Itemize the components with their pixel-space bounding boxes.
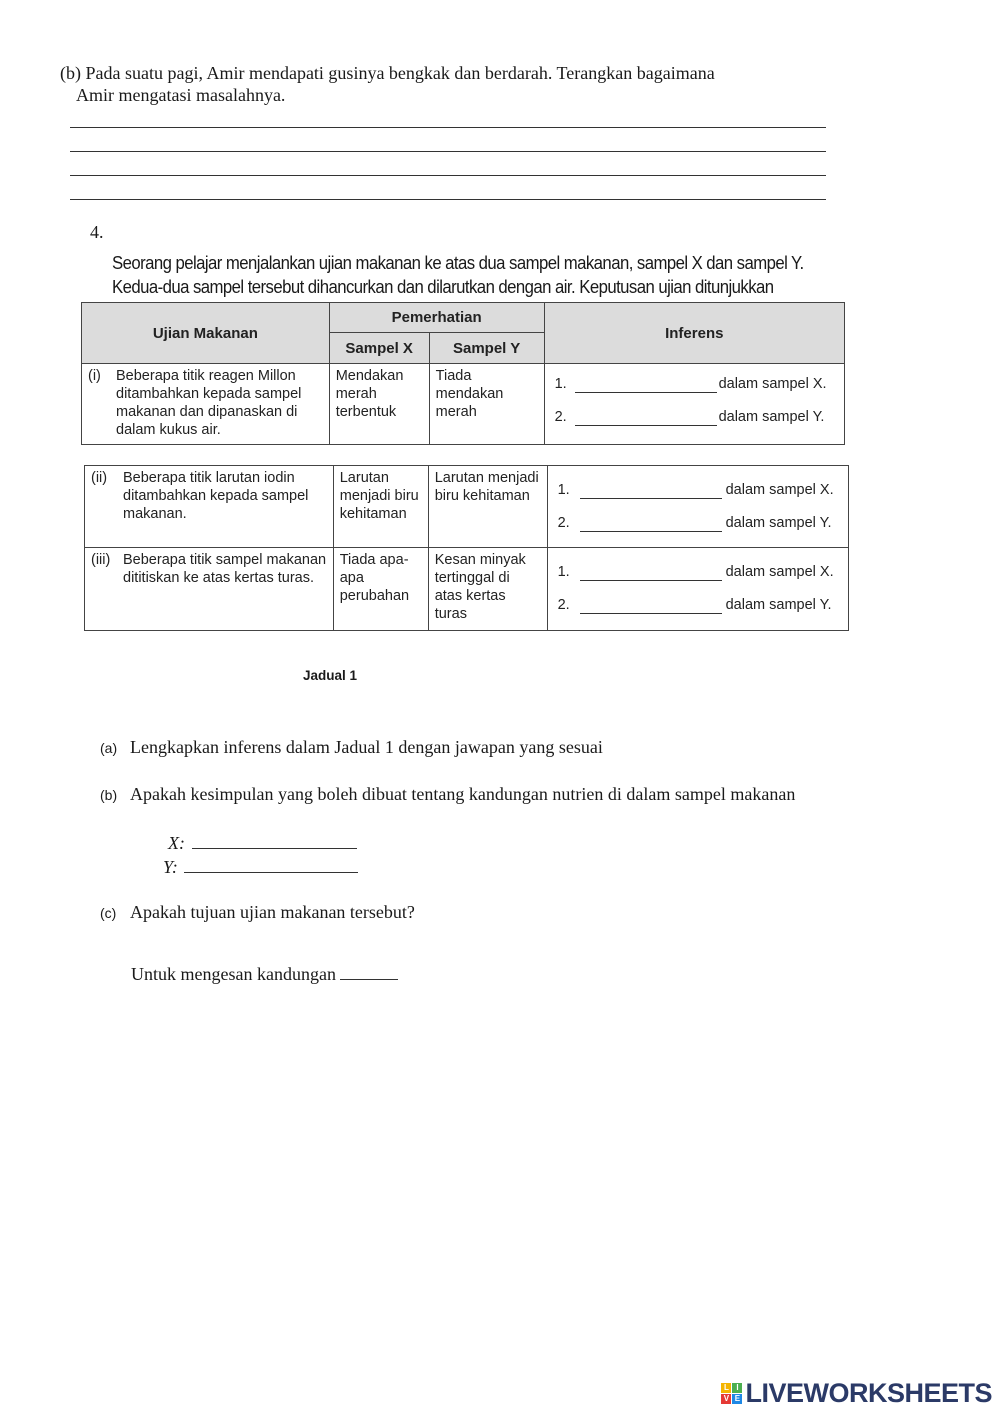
logo-mark-icon: [721, 1383, 742, 1404]
question-3b-line1: (b) Pada suatu pagi, Amir mendapati gusinya bengkak dan berdarah. Terangkan bagaimana: [60, 63, 715, 83]
subquestion-b: [100, 784, 795, 805]
logo-letter: L: [721, 1383, 731, 1393]
inference-blank-y[interactable]: [580, 613, 722, 614]
observation-y: Tiada mendakan merah: [435, 368, 504, 420]
row-number: (iii): [91, 552, 111, 568]
inference-suffix: dalam sampel Y.: [718, 409, 825, 425]
inference-number: 2.: [557, 597, 570, 613]
inference-cell: [547, 466, 848, 548]
row-number: (ii): [91, 470, 108, 486]
answer-y-label: Y:: [163, 857, 178, 877]
answer-x-blank[interactable]: [192, 832, 357, 849]
answer-line-2[interactable]: [70, 151, 826, 152]
table-caption: Jadual 1: [303, 668, 358, 683]
inference-blank-x[interactable]: [580, 580, 722, 581]
row-number: (i): [88, 368, 101, 384]
test-description: Beberapa titik sampel makanan dititiskan ke atas kertas turas.: [123, 552, 327, 586]
inference-number: 2.: [557, 515, 570, 531]
inference-suffix: dalam sampel Y.: [725, 597, 832, 613]
subquestion-c: [100, 902, 415, 923]
inference-blank-x[interactable]: [575, 392, 717, 393]
header-inference: Inferens: [544, 303, 844, 364]
observation-y: Kesan minyak tertinggal di atas kertas turas: [434, 552, 526, 622]
header-observation: Pemerhatian: [329, 303, 544, 333]
answer-x-row: [168, 832, 357, 854]
inference-number: 1.: [557, 564, 570, 580]
header-test: Ujian Makanan: [82, 303, 330, 364]
table-row: [85, 466, 849, 548]
food-test-table-part1: [81, 302, 845, 445]
subquestion-c-text: Apakah tujuan ujian makanan tersebut?: [130, 902, 415, 922]
answer-c-blank[interactable]: [340, 963, 398, 980]
logo-letter: V: [721, 1394, 731, 1404]
inference-cell: [547, 548, 848, 631]
subquestion-b-text: Apakah kesimpulan yang boleh dibuat tentang kandungan nutrien di dalam sampel makanan: [130, 784, 796, 804]
header-sample-x: Sampel X: [329, 333, 429, 364]
inference-blank-y[interactable]: [580, 531, 722, 532]
observation-y: Larutan menjadi biru kehitaman: [434, 470, 539, 504]
question-4-stem: Seorang pelajar menjalankan ujian makanan ke atas dua sampel makanan, sampel X dan sampel Y. Kedua-dua sampel tersebut dihancurkan dan dilarutkan dengan air. Keputusan ujian ditunjukkan: [112, 253, 804, 297]
inference-number: 1.: [554, 376, 567, 392]
question-3b: [60, 62, 860, 106]
answer-line-4[interactable]: [70, 199, 826, 200]
inference-suffix: dalam sampel Y.: [725, 515, 832, 531]
test-description: Beberapa titik reagen Millon ditambahkan kepada sampel makanan dan dipanaskan di dalam kukus air.: [116, 368, 302, 438]
logo-wordmark: LIVEWORKSHEETS: [745, 1378, 992, 1408]
inference-suffix: dalam sampel X.: [725, 482, 834, 498]
inference-number: 1.: [557, 482, 570, 498]
food-test-table-part2: [84, 465, 849, 631]
answer-y-row: [163, 856, 358, 878]
observation-x: Larutan menjadi biru kehitaman: [339, 470, 419, 522]
answer-c-row: [131, 963, 398, 985]
inference-cell: [544, 364, 844, 445]
subquestion-a-label: (a): [100, 740, 118, 756]
subquestion-a: [100, 737, 603, 758]
answer-line-1[interactable]: [70, 127, 826, 128]
answer-c-prefix: Untuk mengesan kandungan: [131, 964, 336, 984]
logo-letter: I: [732, 1383, 742, 1393]
table-row: [82, 364, 845, 445]
inference-number: 2.: [554, 409, 567, 425]
observation-x: Mendakan merah terbentuk: [335, 368, 404, 420]
inference-suffix: dalam sampel X.: [725, 564, 834, 580]
subquestion-a-text: Lengkapkan inferens dalam Jadual 1 dengan jawapan yang sesuai: [130, 737, 603, 757]
observation-x: Tiada apa-apa perubahan: [339, 552, 410, 604]
question-3b-line2: Amir mengatasi masalahnya.: [76, 85, 286, 105]
answer-y-blank[interactable]: [184, 856, 358, 873]
subquestion-b-label: (b): [100, 787, 118, 803]
header-sample-y: Sampel Y: [429, 333, 544, 364]
subquestion-c-label: (c): [100, 905, 117, 921]
table-row: [85, 548, 849, 631]
answer-line-3[interactable]: [70, 175, 826, 176]
inference-blank-x[interactable]: [580, 498, 722, 499]
answer-x-label: X:: [168, 833, 185, 853]
liveworksheets-logo: [721, 1378, 992, 1409]
question-4-number: 4.: [90, 222, 104, 242]
logo-letter: E: [732, 1394, 742, 1404]
inference-suffix: dalam sampel X.: [718, 376, 827, 392]
test-description: Beberapa titik larutan iodin ditambahkan kepada sampel makanan.: [123, 470, 309, 522]
inference-blank-y[interactable]: [575, 425, 717, 426]
